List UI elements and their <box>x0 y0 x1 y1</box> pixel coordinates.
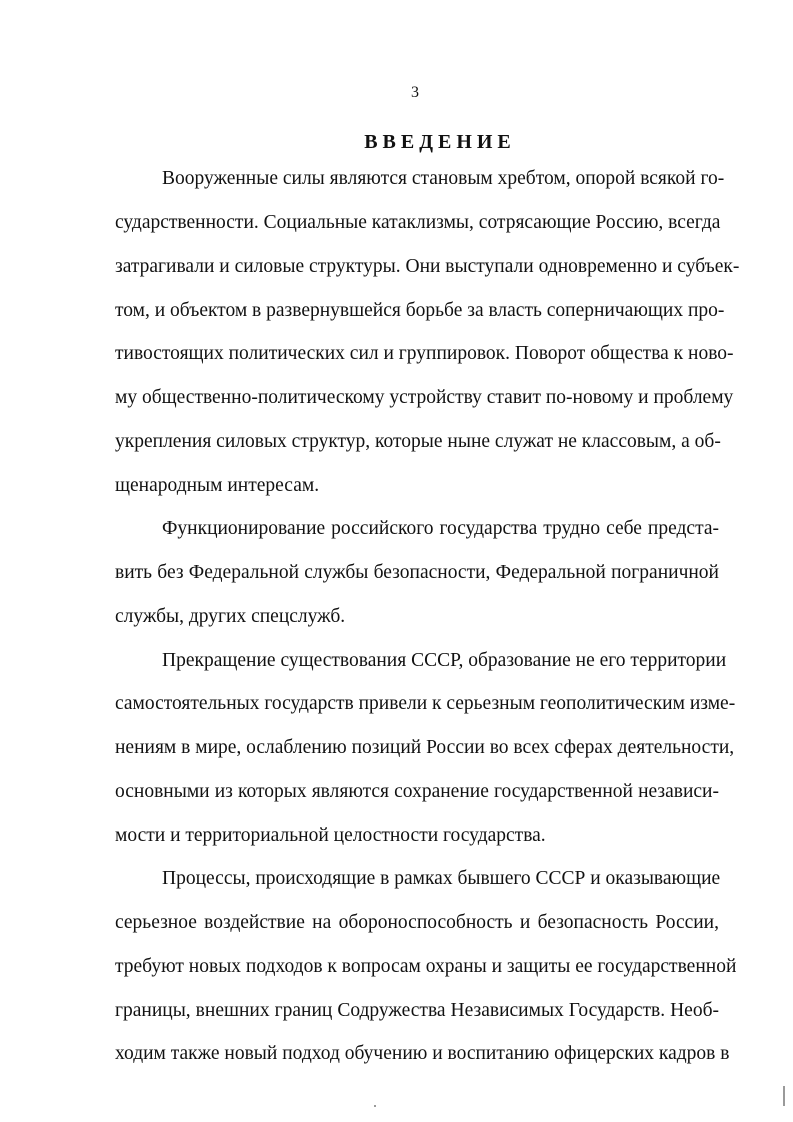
text-line: нениям в мире, ослаблению позиций России во всех сферах деятельности, <box>115 737 735 758</box>
text-line: сударственности. Социальные катаклизмы, сотрясающие Россию, всегда <box>115 212 721 233</box>
scan-edge-mark <box>783 1086 785 1106</box>
text-line: укрепления силовых структур, которые ныне служат не классовым, а об- <box>115 431 721 452</box>
text-line: том, и объектом в развернувшейся борьбе за власть соперничающих про- <box>115 300 725 321</box>
section-title: ВВЕДЕНИЕ <box>364 131 516 153</box>
text-line: тивостоящих политических сил и группировок. Поворот общества к ново- <box>115 343 734 364</box>
text-line: щенародным интересам. <box>115 475 320 496</box>
text-line: Вооруженные силы являются становым хребтом, опорой всякой го- <box>162 168 725 189</box>
text-line: самостоятельных государств привели к серьезным геополитическим изме- <box>115 693 736 714</box>
text-line: серьезное воздействие на обороноспособность и безопасность России, <box>115 912 719 933</box>
text-line: му общественно-политическому устройству ставит по-новому и проблему <box>115 387 734 408</box>
text-line: Процессы, происходящие в рамках бывшего СССР и оказывающие <box>162 868 721 889</box>
text-line: ходим также новый подход обучению и воспитанию офицерских кадров в <box>115 1043 730 1064</box>
text-line: границы, внешних границ Содружества Независимых Государств. Необ- <box>115 1000 719 1021</box>
text-line: требуют новых подходов к вопросам охраны и защиты ее государственной <box>115 956 737 977</box>
text-line: службы, других спецслужб. <box>115 606 346 627</box>
text-line: Функционирование российского государства трудно себе предста- <box>162 518 719 539</box>
page-number: 3 <box>411 84 419 101</box>
text-line: мости и территориальной целостности государства. <box>115 825 546 846</box>
scan-speck <box>374 1105 376 1107</box>
text-line: затрагивали и силовые структуры. Они выступали одновременно и субъек- <box>115 256 740 277</box>
text-line: основными из которых являются сохранение государственной независи- <box>115 781 719 802</box>
text-line: Прекращение существования СССР, образование не его территории <box>162 650 727 671</box>
text-line: вить без Федеральной службы безопасности, Федеральной пограничной <box>115 562 719 583</box>
